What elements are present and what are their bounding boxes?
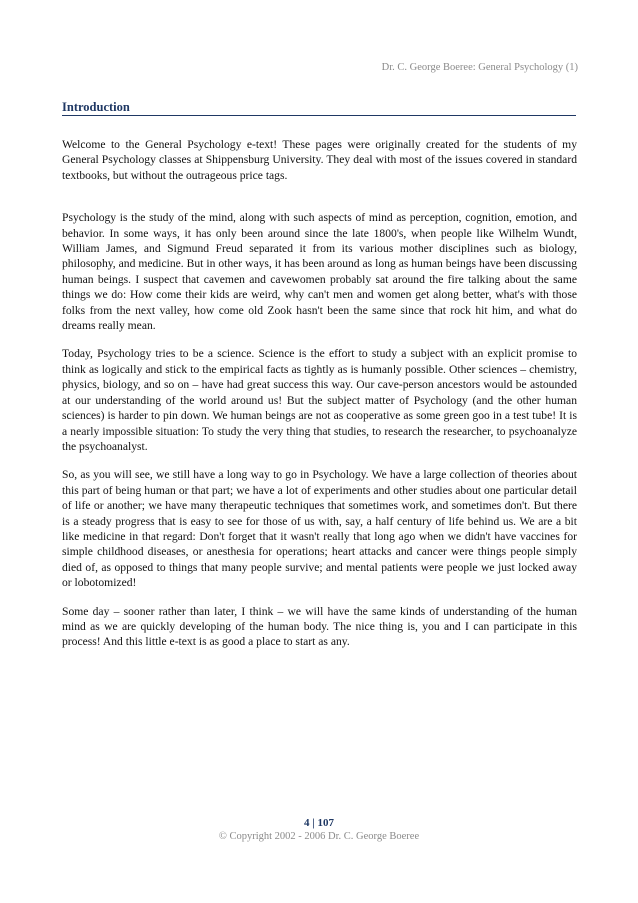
- body-text: [62, 137, 577, 663]
- running-header: Dr. C. George Boeree: General Psychology (1): [381, 62, 578, 73]
- paragraph-science: Today, Psychology tries to be a science. Science is the effort to study a subject with an explicit promise to think as logically and stick to the empirical facts as tightly as is humanly possible. Other sciences – chemistry, physics, biology, and so on – have had great success this way. Our cave-person ancestors would be astounded at our understanding of the world around us! But the subject matter of Psychology (and the other human sciences) is harder to pin down. We human beings are not as cooperative as some green goo in a test tube! It is a nearly impossible situation: To study the very thing that studies, to research the researcher, to psychoanalyze the psychoanalyst.: [62, 347, 577, 453]
- paragraph-future: Some day – sooner rather than later, I think – we will have the same kinds of understanding of the human mind as we are quickly developing of the human body. The nice thing is, you and I can participate in this process! And this little e-text is as good a place to start as any.: [62, 604, 577, 649]
- paragraph-definition: Psychology is the study of the mind, along with such aspects of mind as perception, cognition, emotion, and behavior. In some ways, it has only been around since the late 1800's, when people like Wilhelm Wundt, William James, and Sigmund Freud separated it from its various mother disciplines such as biology, philosophy, and medicine. But in other ways, it has been around as long as human beings have been discussing human beings. I suspect that cavemen and cavewomen probably sat around the fire talking about the same things we do: How come their kids are weird, why can't men and women get along better, what's with those folks from the next valley, how come old Zook hasn't been the same since that rock hit him, and what do dreams really mean.: [62, 211, 577, 333]
- section-title: Introduction: [62, 100, 576, 116]
- paragraph-welcome: Welcome to the General Psychology e-text! These pages were originally created for the students of my General Psychology classes at Shippensburg University. They deal with most of the issues covered in standard textbooks, but without the outrageous price tags.: [62, 138, 577, 182]
- paragraph-progress: So, as you will see, we still have a long way to go in Psychology. We have a large collection of theories about this part of being human or that part; we have a lot of experiments and other studies about one particular detail of life or another; we have many therapeutic techniques that sometimes work, and sometimes don't. But there is a steady progress that is easy to see for those of us with, say, a half century of life behind us. We are a bit like medicine in that regard: Don't forget that it wasn't really that long ago when we didn't have vaccines for simple childhood diseases, or anesthesia for operations; heart attacks and cancer were things people simply died of, as opposed to things that many people survive; and mental patients were people we just locked away or lobotomized!: [62, 468, 577, 590]
- page-number: 4 | 107: [304, 817, 334, 829]
- copyright-notice: © Copyright 2002 - 2006 Dr. C. George Boeree: [218, 831, 420, 842]
